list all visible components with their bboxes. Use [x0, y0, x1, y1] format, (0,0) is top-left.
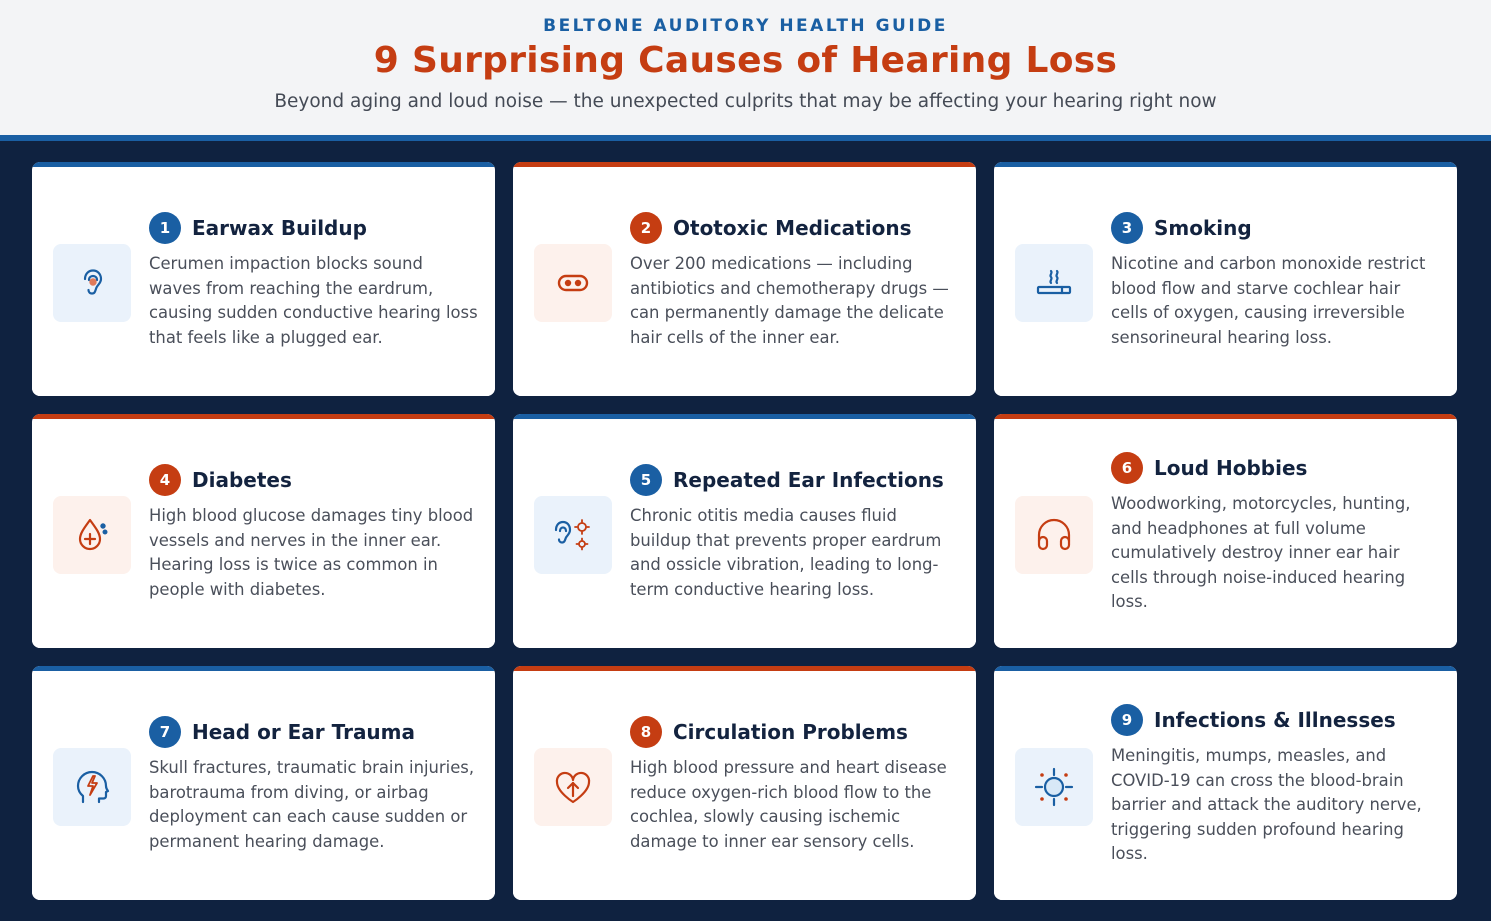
cause-title: Diabetes: [192, 468, 292, 492]
cause-title: Loud Hobbies: [1154, 456, 1308, 480]
heart-icon: [551, 765, 595, 809]
page-header: [0, 0, 1491, 135]
blood-drop-icon: [70, 513, 114, 557]
cause-title: Smoking: [1154, 216, 1252, 240]
cause-card-loud-hobbies: [994, 414, 1457, 648]
icon-box: [53, 244, 131, 322]
icon-box: [534, 244, 612, 322]
virus-icon: [1032, 765, 1076, 809]
cause-title: Earwax Buildup: [192, 216, 367, 240]
icon-box: [1015, 496, 1093, 574]
icon-box: [534, 496, 612, 574]
cause-title: Infections & Illnesses: [1154, 708, 1396, 732]
cause-card-earwax: [32, 162, 495, 396]
icon-box: [1015, 244, 1093, 322]
cause-number: 4: [149, 464, 181, 496]
cause-card-diabetes: [32, 414, 495, 648]
cause-title: Repeated Ear Infections: [673, 468, 944, 492]
cause-description: High blood pressure and heart disease reduce oxygen-rich blood flow to the cochlea, slowly causing ischemic damage to inner ear sensory cells.: [630, 758, 947, 851]
cause-description: High blood glucose damages tiny blood vessels and nerves in the inner ear. Hearing loss is twice as common in people with diabetes.: [149, 506, 474, 599]
icon-box: [53, 748, 131, 826]
cause-number: 3: [1111, 212, 1143, 244]
pill-icon: [551, 261, 595, 305]
icon-box: [53, 496, 131, 574]
cause-card-medications: [513, 162, 976, 396]
cards-grid: [0, 141, 1491, 921]
cause-number: 5: [630, 464, 662, 496]
cause-description: Nicotine and carbon monoxide restrict blood flow and starve cochlear hair cells of oxygen, causing irreversible sensorineural hearing loss.: [1111, 254, 1426, 347]
cause-number: 7: [149, 716, 181, 748]
icon-box: [1015, 748, 1093, 826]
cause-title: Circulation Problems: [673, 720, 908, 744]
cause-number: 2: [630, 212, 662, 244]
cause-card-ear-infections: [513, 414, 976, 648]
head-injury-icon: [70, 765, 114, 809]
cause-number: 8: [630, 716, 662, 748]
cause-number: 9: [1111, 704, 1143, 736]
cause-description: Chronic otitis media causes fluid buildup that prevents proper eardrum and ossicle vibration, leading to long-term conductive hearing loss.: [630, 506, 942, 599]
headphones-icon: [1032, 513, 1076, 557]
eyebrow: BELTONE AUDITORY HEALTH GUIDE: [543, 16, 948, 36]
cause-number: 6: [1111, 452, 1143, 484]
page-title: 9 Surprising Causes of Hearing Loss: [373, 40, 1118, 81]
ear-icon: [70, 261, 114, 305]
cause-description: Over 200 medications — including antibiotics and chemotherapy drugs — can permanently damage the delicate hair cells of the inner ear.: [630, 254, 949, 347]
cause-description: Meningitis, mumps, measles, and COVID-19 can cross the blood-brain barrier and attack the auditory nerve, triggering sudden profound hearing loss.: [1111, 746, 1422, 863]
cause-title: Head or Ear Trauma: [192, 720, 416, 744]
cause-description: Cerumen impaction blocks sound waves from reaching the eardrum, causing sudden conductive hearing loss that feels like a plugged ear.: [149, 254, 478, 347]
cigarette-icon: [1032, 261, 1076, 305]
cause-description: Woodworking, motorcycles, hunting, and headphones at full volume cumulatively destroy inner ear hair cells through noise-induced hearing loss.: [1111, 494, 1411, 611]
ear-infection-icon: [551, 513, 595, 557]
cause-card-circulation: [513, 666, 976, 900]
page-subtitle: Beyond aging and loud noise — the unexpected culprits that may be affecting your hearing right now: [274, 91, 1217, 112]
cause-number: 1: [149, 212, 181, 244]
icon-box: [534, 748, 612, 826]
cause-title: Ototoxic Medications: [673, 216, 912, 240]
cause-card-trauma: [32, 666, 495, 900]
cause-card-smoking: [994, 162, 1457, 396]
cause-card-infections-illnesses: [994, 666, 1457, 900]
cause-description: Skull fractures, traumatic brain injuries, barotrauma from diving, or airbag deployment can each cause sudden or permanent hearing damage.: [149, 758, 475, 851]
